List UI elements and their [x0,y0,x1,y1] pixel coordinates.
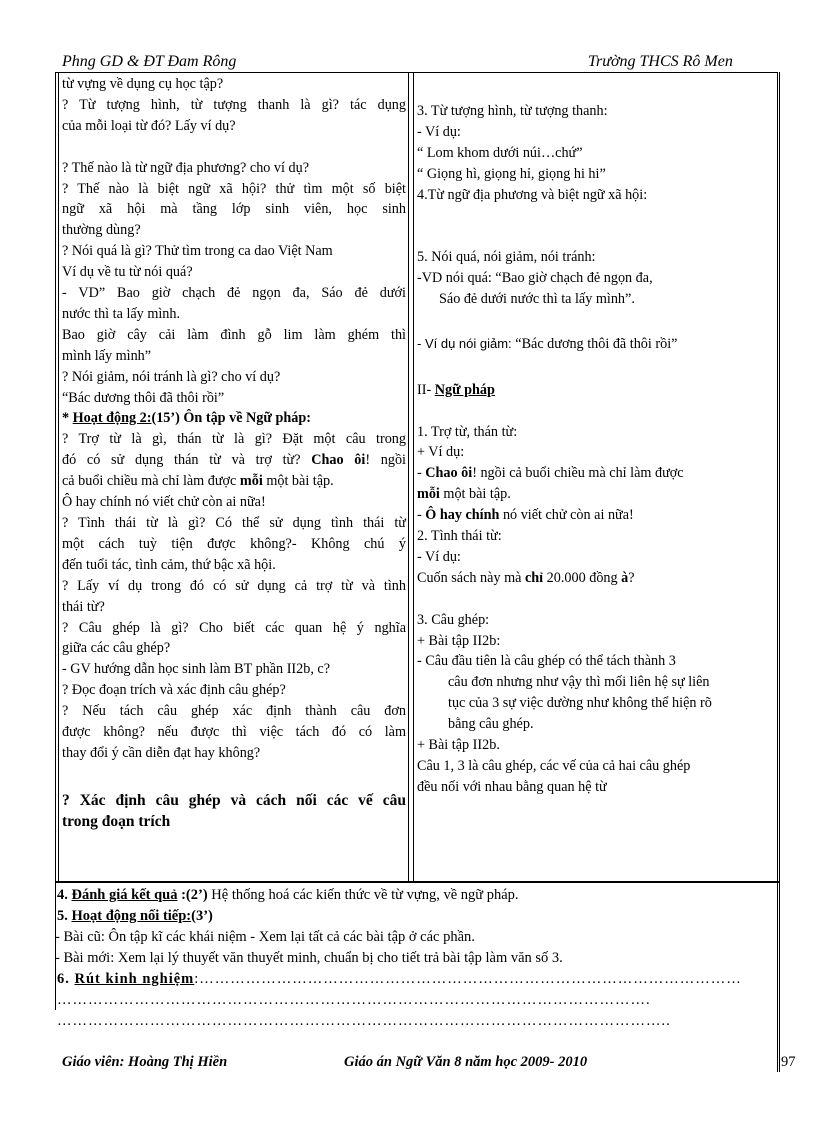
left-line: từ vựng về dụng cụ học tập? [62,76,224,92]
left-line-bold: trong đoạn trích [62,812,171,830]
section-4: 4. Đánh giá kết quả :(2’) Hệ thống hoá các kiến thức về từ vựng, về ngữ pháp. [57,887,519,903]
section-6: 6. Rút kinh nghiệm:…………………………………………………………………………………………… [57,971,742,987]
left-line-bold: ? Xác định câu ghép và cách nối các vế câu [62,791,407,809]
right-line: 2. Tình thái từ: [417,528,502,545]
left-line: ? Tình thái từ là gì? Có thể sử dụng tình thái từ [62,515,406,532]
right-line: 1. Trợ từ, thán từ: [417,423,518,440]
left-line: Ví dụ về tu từ nói quá? [62,264,193,281]
right-line: + Ví dụ: [417,444,465,461]
right-line: mỗi một bài tập. [417,486,511,503]
spacer [417,589,773,610]
right-line: 4.Từ ngữ địa phương và biệt ngữ xã hội: [417,186,648,203]
content-column [417,101,773,798]
footer-teacher: Giáo viên: Hoàng Thị Hiền [62,1054,228,1070]
spacer [417,355,773,376]
left-line: Bao giờ cây cải làm đình gỗ lim làm ghém thì [62,326,406,343]
right-line: 5. Nói quá, nói giảm, nói tránh: [417,249,596,266]
left-line: đến tuổi tác, tình cảm, thứ bậc xã hội. [62,556,276,573]
left-line: ? Nói giảm, nói tránh là gì? cho ví dụ? [62,368,281,385]
right-line: + Bài tập II2b. [417,737,500,754]
right-line: đều nối với nhau bằng quan hệ từ [417,778,607,795]
right-line: Cuốn sách này mà chỉ 20.000 đồng à? [417,569,635,586]
page-number: 97 [781,1054,796,1070]
left-line: được không? nếu được thì việc tách đó có làm [62,724,406,741]
notes-dotted-line: ……………………………………………………………………………………………………. [57,992,651,1008]
left-line: - VD” Bao giờ chạch đẻ ngọn đa, Sáo đẻ dưới [62,285,406,302]
teacher-student-activity-column [62,74,406,833]
right-line: tục của 3 sự việc dường như không thể hiện rõ [448,695,712,712]
spacer [417,401,773,422]
right-line: - Ô hay chính nó viết chử còn ai nữa! [417,507,634,524]
right-line: - Ví dụ: [417,548,461,565]
left-line: ? Trợ từ là gì, thán từ là gì? Đặt một câu trong [62,431,406,448]
notes-dotted-line: ……………………………………………………………………………………………………….. [57,1013,671,1029]
right-line: + Bài tập II2b: [417,632,501,649]
left-line: ? Đọc đoạn trích và xác định câu ghép? [62,682,286,699]
left-line: “Bác dương thôi đã thôi rồi” [62,389,225,406]
right-line: 3. Từ tượng hình, từ tượng thanh: [417,103,608,119]
left-line: đó có sử dụng thán từ và trợ từ? Chao ôi! ngồi [62,452,407,469]
left-line: Ô hay chính nó viết chử còn ai nữa! [62,494,266,511]
spacer [62,764,406,785]
table-column-divider [408,73,414,883]
left-line: cả buổi chiều mà chỉ làm được mỗi một bài tập. [62,473,334,490]
left-line: ? Nói quá là gì? Thử tìm trong ca dao Việt Nam [62,243,333,260]
grammar-heading: II- Ngữ pháp [417,381,495,398]
right-line: Sáo đẻ dưới nước thì ta lấy mình”. [439,291,635,308]
right-line: Câu 1, 3 là câu ghép, các vế của cả hai câu ghép [417,758,691,774]
right-line: “ Lom khom dưới núi…chứ” [417,144,583,161]
right-line: bằng câu ghép. [448,716,534,733]
left-line: - GV hướng dẫn học sinh làm BT phần II2b, c? [62,661,331,678]
right-line: “ Giọng hì, giọng hỉ, giọng hi hi” [417,165,606,182]
left-line: thái từ? [62,598,105,615]
left-line: ? Nếu tách câu ghép xác định thành câu đơn [62,703,406,720]
spacer [417,226,773,247]
left-line: ? Từ tượng hình, từ tượng thanh là gì? tác dụng [62,96,406,113]
left-line: của mỗi loại từ đó? Lấy ví dụ? [62,117,236,134]
right-line: - Ví dụ: [417,123,461,140]
left-line: giữa các câu ghép? [62,640,171,657]
right-line: - Ví dụ nói giảm: “Bác dương thôi đã thôi rồi” [417,335,678,352]
left-line: ? Lấy ví dụ trong đó có sử dụng cả trợ từ và tình [62,577,406,594]
left-line: ngữ xã hội mà tầng lớp sinh viên, học sinh [62,201,406,218]
header-school-office: Phng GD & ĐT Đam Rông [62,53,237,70]
left-line: nước thì ta lấy mình. [62,305,181,322]
right-line: câu đơn nhưng như vậy thì mối liên hệ sự liên [448,674,710,691]
header-school-name: Trường THCS Rô Men [588,53,733,70]
left-line: ? Câu ghép là gì? Cho biết các quan hệ ý nghĩa [62,619,406,636]
left-line: ? Thế nào là biệt ngữ xã hội? thử tìm một số biệt [62,180,406,197]
homework-old: - Bài cũ: Ôn tập kĩ các khái niệm - Xem lại tất cả các bài tập ở các phần. [55,929,475,945]
left-line: thay đổi ý cần diễn đạt hay không? [62,744,261,761]
activity-2-heading: * Hoạt động 2:(15’) Ôn tập về Ngữ pháp: [62,410,311,427]
right-line: 3. Câu ghép: [417,611,490,628]
section-5: 5. Hoạt động nối tiếp:(3’) [57,908,213,924]
right-line: -VD nói quá: “Bao giờ chạch đẻ ngọn đa, [417,270,653,287]
left-line: mình lấy mình” [62,347,152,364]
spacer [417,206,773,227]
spacer [417,310,773,331]
left-line: ? Thế nào là từ ngữ địa phương? cho ví dụ? [62,159,309,176]
homework-new: - Bài mới: Xem lại lý thuyết văn thuyết minh, chuẩn bị cho tiết trả bài tập làm văn số 3. [55,950,563,966]
right-line: - Chao ôi! ngồi cả buổi chiều mà chỉ làm được [417,465,684,482]
left-line: thường dùng? [62,222,141,239]
footer-lesson-plan: Giáo án Ngữ Văn 8 năm học 2009- 2010 [344,1054,588,1070]
right-line: - Câu đầu tiên là câu ghép có thể tách thành 3 [417,653,676,670]
spacer [62,137,406,158]
left-line: một cách tuỳ tiện được không?- Không chú ý [62,535,406,552]
lesson-wrapup [55,885,775,1032]
